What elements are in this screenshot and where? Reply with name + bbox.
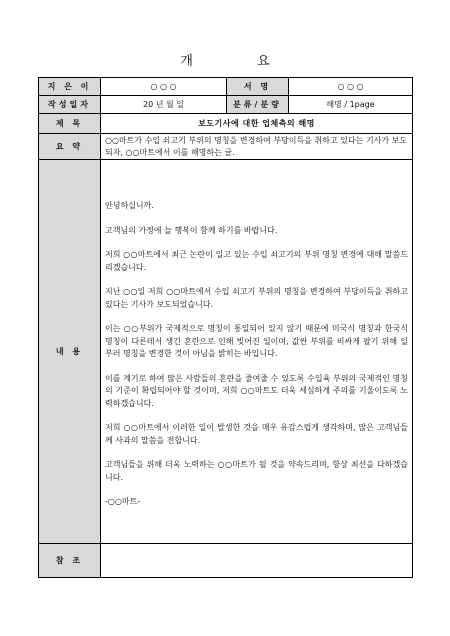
content-paragraph: 고객님들을 위해 더욱 노력하는 ○○마트가 될 것을 약속드리며, 항상 최선을 다하겠습니다. <box>105 460 408 482</box>
summary-value: ○○마트가 수입 쇠고기 부위의 명칭을 변경하여 부당이득을 취하고 있다는 기사가 보도되자, ○○마트에서 이를 해명하는 글. <box>101 134 413 160</box>
summary-label: 요 약 <box>39 134 101 160</box>
signature-label: 서 명 <box>227 78 289 96</box>
content-paragraph: 지난 ○○일 저희 ○○마트에서 수입 쇠고기 부위의 명칭을 변경하여 부당이득을 취하고 있다는 기사가 보도되었습니다. <box>105 287 408 309</box>
content-signoff: -○○마트- <box>105 497 141 507</box>
document-title: 개 요 <box>180 54 300 69</box>
content-paragraph: 고객님의 가정에 늘 행복이 함께 하기를 바랍니다. <box>105 225 278 235</box>
content-label: 내 용 <box>39 160 101 544</box>
content-paragraph: 저희 ○○마트에서 이러한 일이 발생한 것을 매우 유감스럽게 생각하며, 많은 고객님들께 사과의 말씀을 전합니다. <box>105 423 408 445</box>
date-label: 작성일자 <box>39 96 101 114</box>
content-paragraph: 안녕하십니까. <box>105 201 154 211</box>
reference-value <box>101 544 413 578</box>
subject-label: 제 목 <box>39 114 101 134</box>
author-label: 지 은 이 <box>39 78 101 96</box>
category-value: 해명 / 1page <box>289 96 413 114</box>
date-value: 20 년 월 일 <box>101 96 227 114</box>
content-paragraph: 이는 ○○부위가 국제적으로 명칭이 통일되어 있지 않기 때문에 미국식 명칭과 한국식 명칭이 다른데서 생긴 혼란으로 인해 빚어진 일이며, 값싼 부위를 비싸게 팔기 위해 일부러 명칭을 변경한 것이 아님을 밝히는 바입니다. <box>105 324 408 359</box>
content-paragraph: 저희 ○○마트에서 최근 논란이 일고 있는 수입 쇠고기의 부위 명칭 변경에 대해 말씀드리겠습니다. <box>105 250 408 272</box>
overview-form <box>38 77 413 578</box>
content-body <box>101 160 413 544</box>
subject-value: 보도기사에 대한 업체측의 해명 <box>101 114 413 134</box>
content-paragraph: 이를 계기로 하여 많은 사람들의 혼란을 줄여줄 수 있도록 수입육 부위의 국제적인 명칭의 기준이 확립되어야 할 것이며, 저희 ○○마트도 더욱 세심하게 주의를 기울이도록 노력하겠습니다. <box>105 373 408 408</box>
author-value: ○ ○ ○ <box>101 78 227 96</box>
category-label: 분류/분량 <box>227 96 289 114</box>
reference-label: 참 조 <box>39 544 101 578</box>
signature-value: ○ ○ ○ <box>289 78 413 96</box>
